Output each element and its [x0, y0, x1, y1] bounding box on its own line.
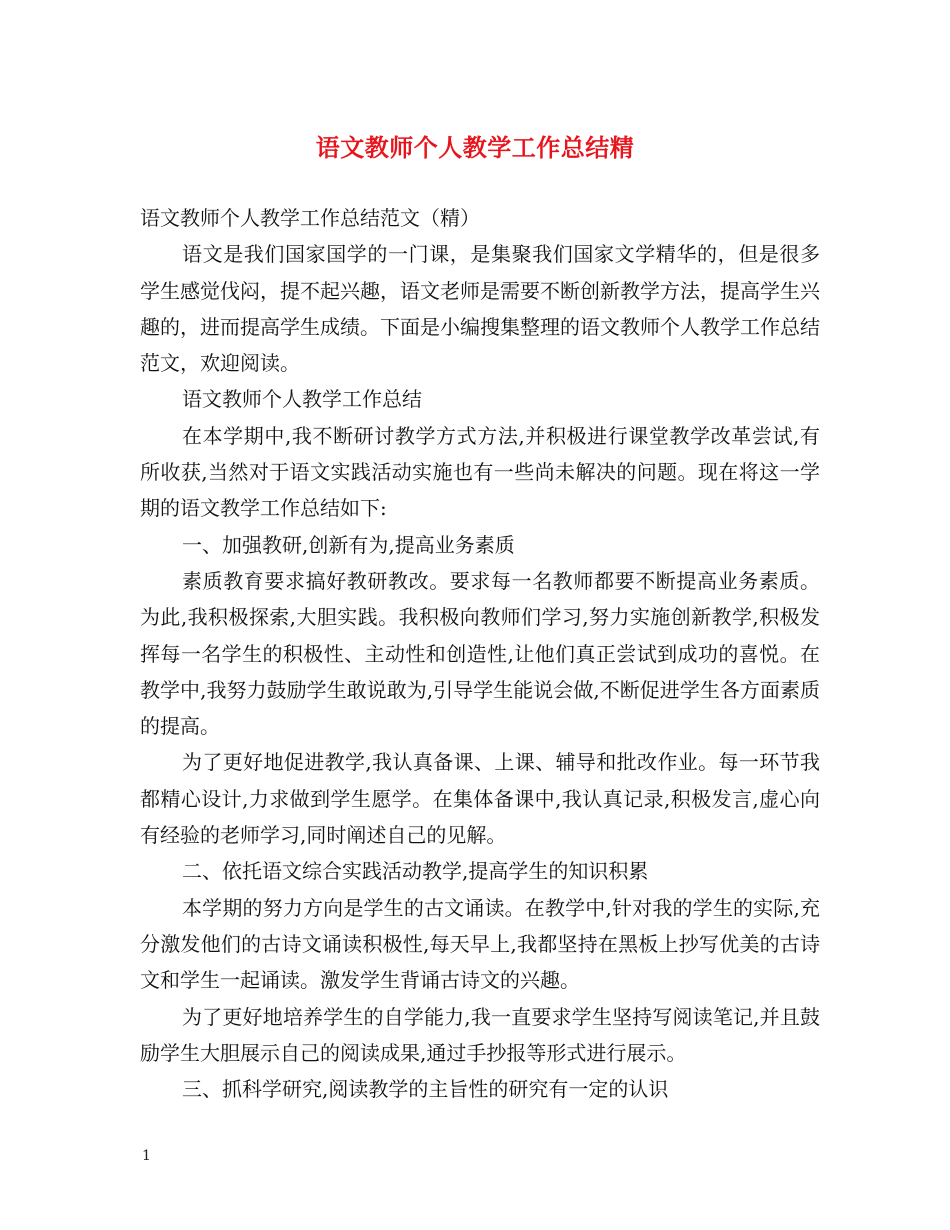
paragraph-quality-education: 素质教育要求搞好教研教改。要求每一名教师都要不断提高业务素质。为此,我积极探索,大胆实践。我积极向教师们学习,努力实施创新教学,积极发挥每一名学生的积极性、主动性和创造性,让他们真正尝试到成功的喜悦。在教学中,我努力鼓励学生敢说敢为,引导学生能说会做,不断促进学生各方面素质的提高。 — [140, 568, 820, 739]
paragraph-self-study: 为了更好地培养学生的自学能力,我一直要求学生坚持写阅读笔记,并且鼓励学生大胆展示自己的阅读成果,通过手抄报等形式进行展示。 — [140, 1004, 820, 1065]
paragraph-overview: 在本学期中,我不断研讨教学方式方法,并积极进行课堂教学改革尝试,有所收获,当然对于语文实践活动实施也有一些尚未解决的问题。现在将这一学期的语文教学工作总结如下: — [140, 423, 820, 521]
document-subtitle: 语文教师个人教学工作总结范文（精） — [140, 206, 480, 230]
section-heading-1: 一、加强教研,创新有为,提高业务素质 — [182, 532, 515, 557]
paragraph-classics-reading: 本学期的努力方向是学生的古文诵读。在教学中,针对我的学生的实际,充分激发他们的古诗文诵读积极性,每天早上,我都坚持在黑板上抄写优美的古诗文和学生一起诵读。激发学生背诵古诗文的兴趣。 — [140, 895, 820, 993]
paragraph-lesson-prep: 为了更好地促进教学,我认真备课、上课、辅导和批改作业。每一环节我都精心设计,力求做到学生愿学。在集体备课中,我认真记录,积极发言,虚心向有经验的老师学习,同时阐述自己的见解。 — [140, 750, 820, 848]
page-number: 1 — [142, 1148, 151, 1164]
document-title: 语文教师个人教学工作总结精 — [315, 133, 635, 162]
section-heading-summary: 语文教师个人教学工作总结 — [182, 387, 422, 412]
section-heading-3: 三、抓科学研究,阅读教学的主旨性的研究有一定的认识 — [182, 1077, 669, 1102]
paragraph-intro: 语文是我们国家国学的一门课，是集聚我们国家文学精华的，但是很多学生感觉伐闷，提不起兴趣，语文老师是需要不断创新教学方法，提高学生兴趣的，进而提高学生成绩。下面是小编搜集整理的语文教师个人教学工作总结范文，欢迎阅读。 — [140, 242, 820, 376]
section-heading-2: 二、依托语文综合实践活动教学,提高学生的知识积累 — [182, 859, 649, 884]
document-body — [140, 200, 820, 1107]
